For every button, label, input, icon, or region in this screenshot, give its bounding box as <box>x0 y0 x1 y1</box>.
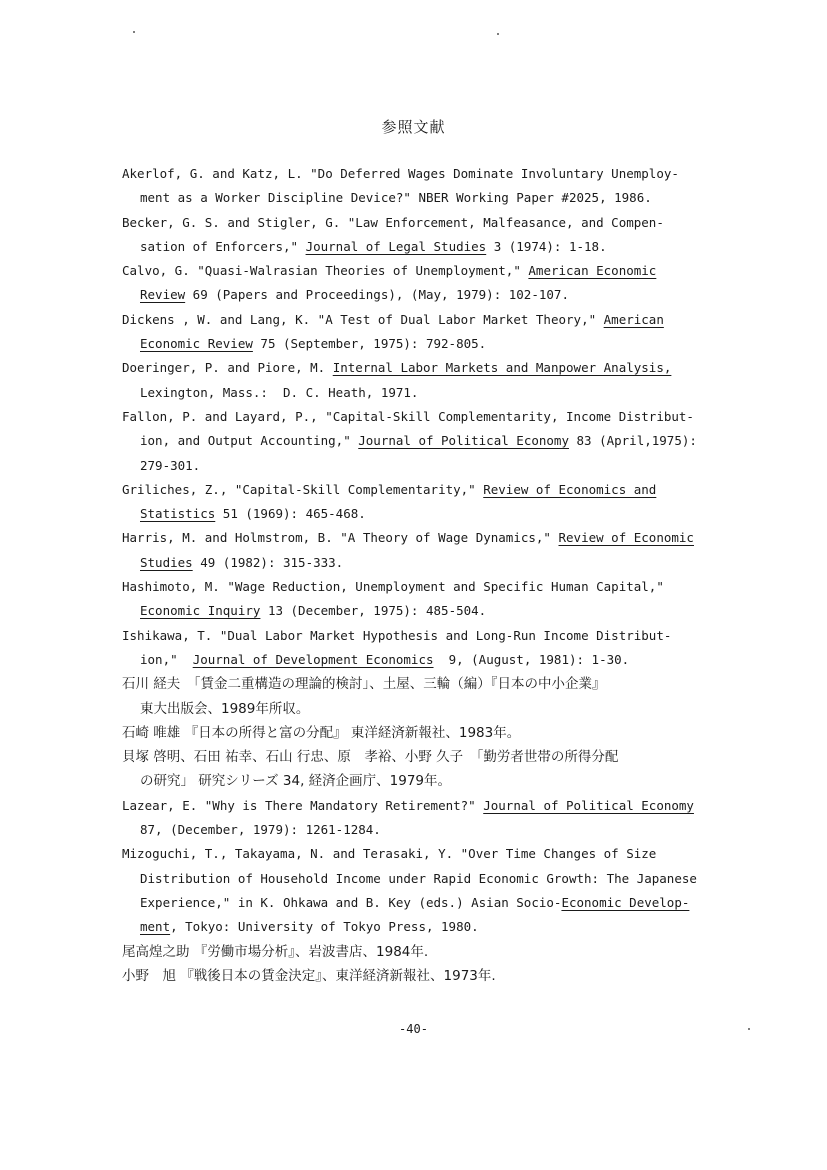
reference-text: 9, (August, 1981): 1-30. <box>433 651 630 667</box>
reference-line <box>122 211 722 235</box>
reference-line <box>122 283 722 307</box>
reference-text: Griliches, Z., "Capital-Skill Complementarity," <box>122 481 484 497</box>
reference-text: 49 (1982): 315-333. <box>192 554 344 570</box>
reference-text: ion," <box>140 651 193 667</box>
reference-text: Calvo, G. "Quasi-Walrasian Theories of Unemployment," <box>122 263 529 279</box>
reference-line <box>122 405 722 429</box>
reference-entry <box>122 211 722 260</box>
reference-line <box>122 502 722 526</box>
reference-line <box>122 259 722 283</box>
reference-text: 小野 旭 『戦後日本の賃金決定』、東洋経済新報社、1973年. <box>122 967 496 984</box>
reference-text: Fallon, P. and Layard, P., "Capital-Skill Complementarity, Income Distribut- <box>122 408 694 424</box>
reference-title-text: Journal of Political Economy <box>358 433 569 449</box>
reference-title-text: ment <box>140 919 171 935</box>
reference-line <box>122 429 722 453</box>
reference-line <box>122 551 722 575</box>
reference-line <box>122 526 722 550</box>
reference-text: Lazear, E. "Why is There Mandatory Retirement?" <box>122 797 484 813</box>
reference-text: Doeringer, P. and Piore, M. <box>122 360 333 376</box>
reference-line <box>122 356 722 380</box>
reference-line <box>122 599 722 623</box>
reference-entry <box>122 259 722 308</box>
reference-line <box>122 891 722 915</box>
page-number: -40- <box>399 1022 428 1036</box>
reference-text: 東大出版会、1989年所収。 <box>140 700 310 717</box>
reference-title-text: Journal of Development Economics <box>192 651 434 667</box>
reference-title-text: Review of Economic <box>558 530 694 546</box>
reference-title-text: Journal of Political Economy <box>483 797 694 813</box>
reference-entry <box>122 308 722 357</box>
scan-speck <box>497 33 499 35</box>
reference-text: Mizoguchi, T., Takayama, N. and Terasaki, Y. "Over Time Changes of Size <box>122 846 657 862</box>
reference-text: 石川 経夫 「賃金二重構造の理論的検討」、土屋、三輪（編）『日本の中小企業』 <box>122 676 606 693</box>
reference-line <box>122 769 722 793</box>
reference-text: Distribution of Household Income under Rapid Economic Growth: The Japanese <box>140 870 697 886</box>
reference-entry <box>122 526 722 575</box>
reference-text: Akerlof, G. and Katz, L. "Do Deferred Wages Dominate Involuntary Unemploy- <box>122 166 679 181</box>
reference-title-text: Economic Review <box>140 336 253 352</box>
scan-speck <box>133 31 135 33</box>
reference-title-text: Studies <box>140 554 193 570</box>
reference-text: sation of Enforcers," <box>140 238 306 254</box>
reference-text: 13 (December, 1975): 485-504. <box>260 603 487 619</box>
reference-line <box>122 964 722 988</box>
reference-entry <box>122 721 722 745</box>
reference-text: 貝塚 啓明、石田 祐幸、石山 行忠、原 孝裕、小野 久子 「勤労者世帯の所得分配 <box>122 749 619 766</box>
reference-text: 87, (December, 1979): 1261-1284. <box>140 822 381 838</box>
reference-title-text: Economic Inquiry <box>140 603 261 619</box>
reference-entry <box>122 745 722 794</box>
page-title: 参照文献 <box>381 118 446 136</box>
reference-text: 3 (1974): 1-18. <box>486 238 607 254</box>
reference-title-text: Statistics <box>140 506 216 522</box>
reference-line <box>122 332 722 356</box>
reference-text: の研究」 研究シリーズ 34, 経済企画庁、1979年。 <box>140 773 452 790</box>
reference-line <box>122 624 722 648</box>
reference-line <box>122 940 722 964</box>
reference-line <box>122 672 722 696</box>
reference-line <box>122 454 722 478</box>
reference-title-text: American <box>603 311 664 327</box>
reference-text: ion, and Output Accounting," <box>140 433 359 449</box>
reference-entry <box>122 964 722 988</box>
reference-text: Dickens , W. and Lang, K. "A Test of Dual Labor Market Theory," <box>122 311 604 327</box>
reference-text: Ishikawa, T. "Dual Labor Market Hypothesis and Long-Run Income Distribut- <box>122 627 672 643</box>
reference-line <box>122 381 722 405</box>
reference-line <box>122 648 722 672</box>
reference-text: 75 (September, 1975): 792-805. <box>252 336 487 352</box>
reference-line <box>122 794 722 818</box>
reference-text: Harris, M. and Holmstrom, B. "A Theory of Wage Dynamics," <box>122 530 559 546</box>
reference-text: , Tokyo: University of Tokyo Press, 1980. <box>170 919 479 935</box>
reference-text: Lexington, Mass.: D. C. Heath, 1971. <box>140 384 419 400</box>
reference-entry <box>122 575 722 624</box>
reference-line <box>122 162 722 186</box>
reference-text: 69 (Papers and Proceedings), (May, 1979): 102-107. <box>185 287 569 303</box>
reference-entry <box>122 940 722 964</box>
reference-title-text: Review of Economics and <box>483 481 657 497</box>
reference-title-text: Internal Labor Markets and Manpower Analysis, <box>332 360 672 376</box>
reference-list <box>122 162 722 988</box>
reference-text: 尾高煌之助 『労働市場分析』、岩波書店、1984年. <box>122 943 429 960</box>
reference-entry <box>122 356 722 405</box>
reference-text: 279-301. <box>140 457 201 473</box>
reference-text: 51 (1969): 465-468. <box>215 506 366 522</box>
reference-title-text: American Economic <box>528 263 657 279</box>
reference-line <box>122 745 722 769</box>
reference-entry <box>122 624 722 673</box>
reference-entry <box>122 162 722 211</box>
reference-title-text: Journal of Legal Studies <box>305 238 487 254</box>
reference-line <box>122 867 722 891</box>
reference-line <box>122 235 722 259</box>
reference-text: Hashimoto, M. "Wage Reduction, Unemployment and Specific Human Capital," <box>122 579 664 595</box>
reference-text: ment as a Worker Discipline Device?" NBER Working Paper #2025, 1986. <box>140 190 652 206</box>
reference-text: Becker, G. S. and Stigler, G. "Law Enforcement, Malfeasance, and Compen- <box>122 214 664 230</box>
reference-line <box>122 915 722 939</box>
reference-line <box>122 721 722 745</box>
reference-text: 83 (April,1975): <box>568 433 697 449</box>
reference-title-text: Review <box>140 287 186 303</box>
reference-text: 石崎 唯雄 『日本の所得と富の分配』 東洋経済新報社、1983年。 <box>122 724 521 741</box>
reference-title-text: Economic Develop- <box>561 894 690 910</box>
reference-line <box>122 186 722 210</box>
reference-entry <box>122 794 722 843</box>
reference-entry <box>122 405 722 478</box>
reference-line <box>122 478 722 502</box>
reference-entry <box>122 842 722 939</box>
reference-line <box>122 818 722 842</box>
reference-entry <box>122 672 722 721</box>
reference-line <box>122 697 722 721</box>
reference-line <box>122 842 722 866</box>
reference-entry <box>122 478 722 527</box>
reference-text: Experience," in K. Ohkawa and B. Key (eds.) Asian Socio- <box>140 894 562 910</box>
reference-line <box>122 575 722 599</box>
reference-line <box>122 308 722 332</box>
